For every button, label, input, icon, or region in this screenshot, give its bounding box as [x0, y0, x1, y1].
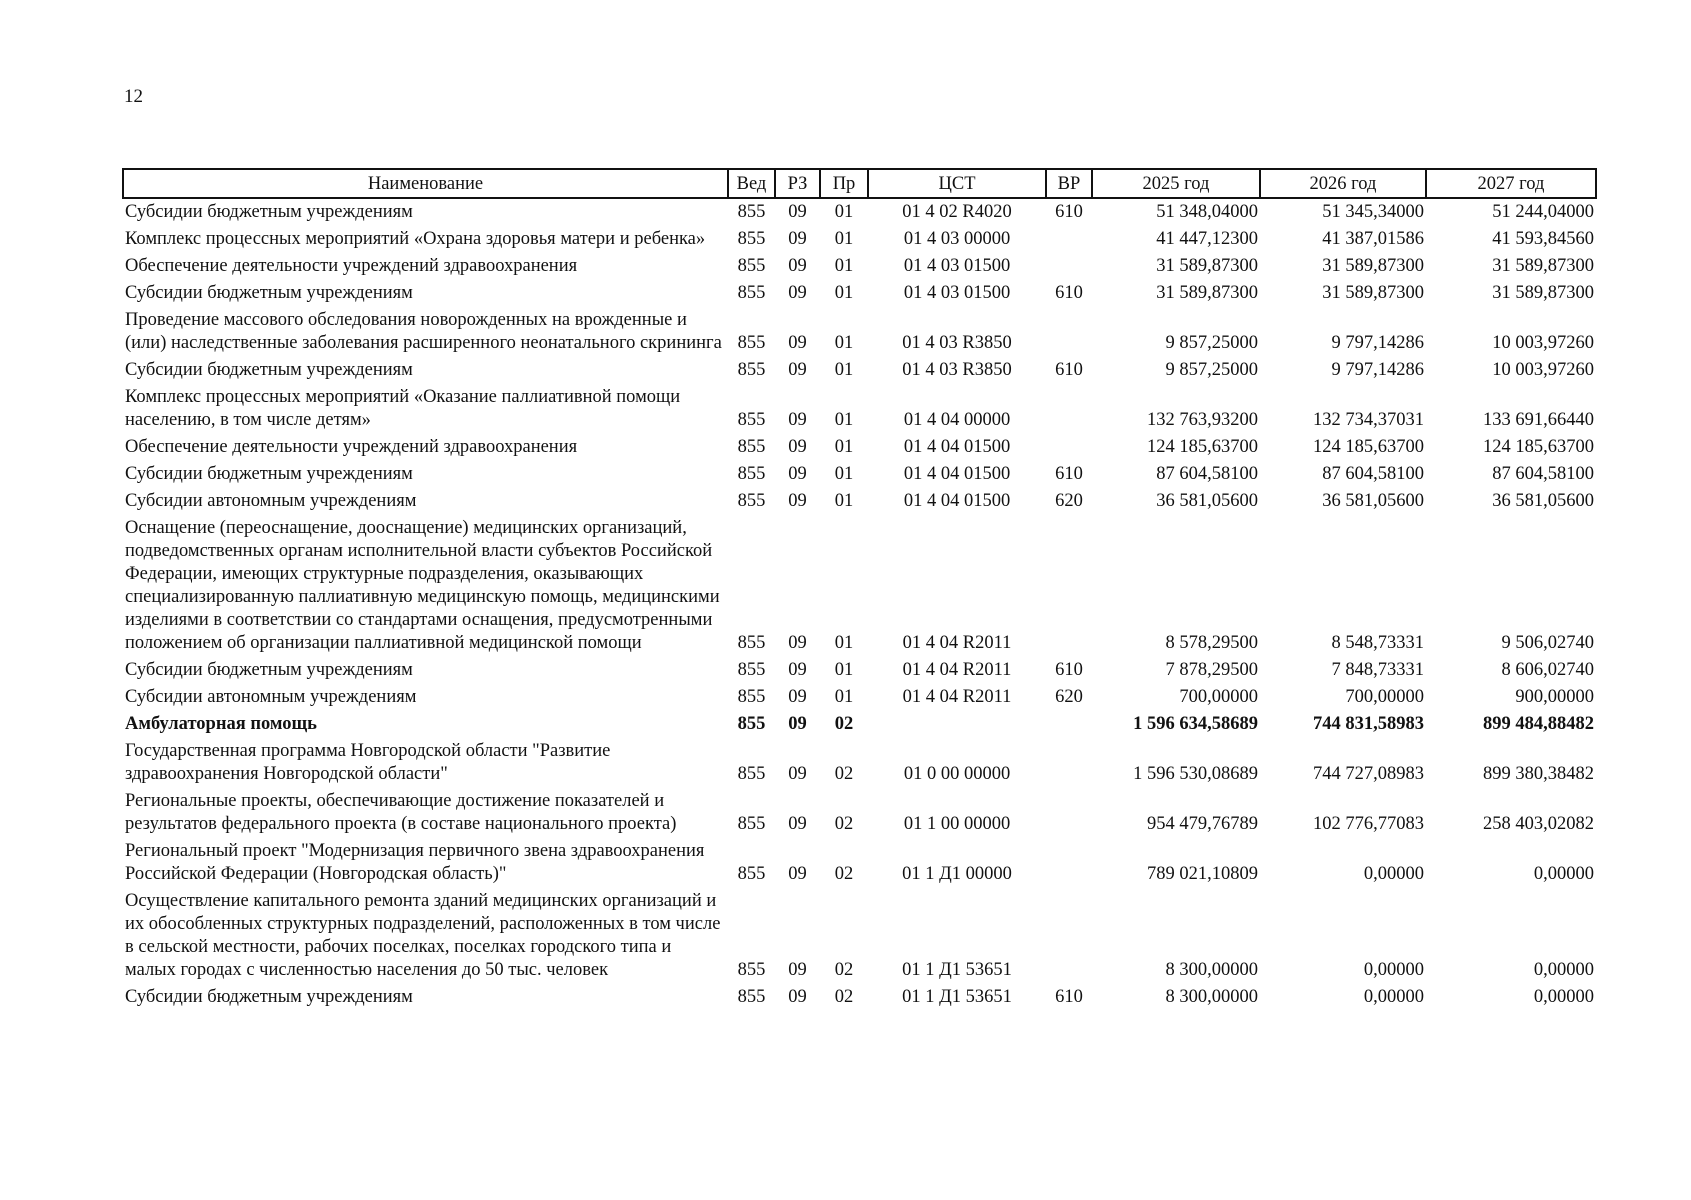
row-ved: 855	[737, 283, 766, 303]
row-amount-2027: 87 604,58100	[1492, 464, 1594, 484]
row-name: Проведение массового обследования новорожденных на врожденные и (или) наследственные заболевания расширенного неонатального скрининга	[125, 310, 722, 353]
row-amount-2026: 31 589,87300	[1322, 256, 1424, 276]
row-rz: 09	[788, 714, 807, 734]
row-cst: 01 4 04 R2011	[902, 633, 1012, 653]
row-cst: 01 4 03 00000	[903, 229, 1011, 249]
row-vr	[1046, 838, 1092, 888]
row-vr: 610	[1055, 464, 1083, 484]
row-ved: 855	[737, 229, 766, 249]
row-name: Региональный проект "Модернизация первичного звена здравоохранения Российской Федерации (Новгородская область)"	[125, 841, 705, 884]
row-name: Субсидии бюджетным учреждениям	[125, 283, 413, 303]
row-rz: 09	[788, 864, 807, 884]
header-name: Наименование	[123, 169, 728, 198]
row-vr	[1046, 738, 1092, 788]
row-pr: 01	[834, 360, 854, 380]
row-pr: 01	[834, 229, 854, 249]
row-ved: 855	[737, 410, 766, 430]
header-2025: 2025 год	[1092, 169, 1260, 198]
table-row	[123, 684, 1596, 711]
row-amount-2025: 789 021,10809	[1147, 864, 1258, 884]
row-amount-2025: 9 857,25000	[1165, 333, 1258, 353]
row-amount-2027: 899 380,38482	[1483, 764, 1594, 784]
row-vr	[1046, 384, 1092, 434]
row-amount-2027: 8 606,02740	[1501, 660, 1594, 680]
row-ved: 855	[737, 960, 766, 980]
row-pr: 02	[834, 764, 854, 784]
row-vr	[1046, 888, 1092, 984]
row-amount-2025: 1 596 634,58689	[1133, 714, 1258, 734]
row-rz: 09	[788, 283, 807, 303]
table-row	[123, 198, 1596, 226]
row-ved: 855	[737, 814, 766, 834]
row-amount-2026: 124 185,63700	[1313, 437, 1424, 457]
row-rz: 09	[788, 960, 807, 980]
header-rz: РЗ	[775, 169, 820, 198]
table-row	[123, 788, 1596, 838]
table-row	[123, 461, 1596, 488]
row-ved: 855	[737, 764, 766, 784]
row-ved: 855	[737, 256, 766, 276]
row-ved: 855	[737, 464, 766, 484]
row-cst: 01 1 00 00000	[903, 814, 1011, 834]
row-rz: 09	[788, 814, 807, 834]
row-amount-2026: 36 581,05600	[1322, 491, 1424, 511]
row-cst: 01 4 04 01500	[903, 437, 1011, 457]
row-amount-2025: 31 589,87300	[1156, 283, 1258, 303]
row-cst	[868, 711, 1046, 738]
row-amount-2027: 0,00000	[1533, 864, 1594, 884]
row-pr: 01	[834, 464, 854, 484]
row-cst: 01 4 04 01500	[903, 491, 1011, 511]
row-amount-2026: 132 734,37031	[1313, 410, 1424, 430]
table-row	[123, 253, 1596, 280]
row-vr: 610	[1055, 283, 1083, 303]
row-amount-2027: 10 003,97260	[1492, 360, 1594, 380]
row-rz: 09	[788, 491, 807, 511]
header-cst: ЦСТ	[868, 169, 1046, 198]
row-ved: 855	[737, 360, 766, 380]
row-amount-2027: 0,00000	[1533, 960, 1594, 980]
row-name: Оснащение (переоснащение, дооснащение) медицинских организаций, подведомственных органам исполнительной власти субъектов Российской Федерации, имеющих структурные подразделения, оказывающих специализированную паллиативную медицинскую помощь, медицинскими изделиями в соответствии со стандартами оснащения, предусмотренными положением об организации паллиативной медицинской помощи	[125, 518, 720, 653]
row-amount-2025: 36 581,05600	[1156, 491, 1258, 511]
row-name: Комплекс процессных мероприятий «Охрана здоровья матери и ребенка»	[125, 229, 706, 249]
row-amount-2025: 87 604,58100	[1156, 464, 1258, 484]
row-amount-2027: 124 185,63700	[1483, 437, 1594, 457]
row-cst: 01 0 00 00000	[903, 764, 1011, 784]
table-row	[123, 711, 1596, 738]
row-cst: 01 4 04 R2011	[902, 687, 1012, 707]
row-amount-2025: 124 185,63700	[1147, 437, 1258, 457]
row-ved: 855	[737, 987, 766, 1007]
row-cst: 01 4 02 R4020	[902, 202, 1012, 222]
row-amount-2026: 9 797,14286	[1331, 333, 1424, 353]
row-amount-2025: 700,00000	[1179, 687, 1258, 707]
row-ved: 855	[737, 864, 766, 884]
row-amount-2026: 744 727,08983	[1313, 764, 1424, 784]
row-pr: 01	[834, 283, 854, 303]
row-vr	[1046, 515, 1092, 657]
header-ved: Вед	[728, 169, 775, 198]
row-vr	[1046, 711, 1092, 738]
row-amount-2027: 133 691,66440	[1483, 410, 1594, 430]
table-row	[123, 434, 1596, 461]
row-amount-2027: 31 589,87300	[1492, 256, 1594, 276]
table-row	[123, 657, 1596, 684]
table-row	[123, 888, 1596, 984]
row-amount-2027: 258 403,02082	[1483, 814, 1594, 834]
row-vr: 610	[1055, 987, 1083, 1007]
row-ved: 855	[737, 491, 766, 511]
row-name: Амбулаторная помощь	[125, 714, 317, 734]
row-pr: 01	[834, 333, 854, 353]
header-vr: ВР	[1046, 169, 1092, 198]
row-cst: 01 4 04 00000	[903, 410, 1011, 430]
row-amount-2026: 102 776,77083	[1313, 814, 1424, 834]
row-rz: 09	[788, 987, 807, 1007]
row-cst: 01 4 03 01500	[903, 283, 1011, 303]
row-cst: 01 4 04 R2011	[902, 660, 1012, 680]
row-amount-2026: 9 797,14286	[1331, 360, 1424, 380]
row-ved: 855	[737, 633, 766, 653]
row-cst: 01 4 03 R3850	[902, 360, 1012, 380]
row-rz: 09	[788, 410, 807, 430]
table-row	[123, 384, 1596, 434]
row-name: Комплекс процессных мероприятий «Оказание паллиативной помощи населению, в том числе детям»	[125, 387, 681, 430]
header-pr: Пр	[820, 169, 868, 198]
row-rz: 09	[788, 333, 807, 353]
row-amount-2025: 1 596 530,08689	[1133, 764, 1258, 784]
row-rz: 09	[788, 229, 807, 249]
row-rz: 09	[788, 464, 807, 484]
row-rz: 09	[788, 256, 807, 276]
row-name: Региональные проекты, обеспечивающие достижение показателей и результатов федерального проекта (в составе национального проекта)	[125, 791, 677, 834]
row-pr: 01	[834, 491, 854, 511]
row-rz: 09	[788, 360, 807, 380]
row-amount-2027: 0,00000	[1533, 987, 1594, 1007]
row-amount-2025: 8 300,00000	[1165, 960, 1258, 980]
table-row	[123, 280, 1596, 307]
table-row	[123, 984, 1596, 1011]
table-row	[123, 838, 1596, 888]
row-vr	[1046, 434, 1092, 461]
row-amount-2027: 41 593,84560	[1492, 229, 1594, 249]
row-ved: 855	[737, 202, 766, 222]
row-vr: 610	[1055, 360, 1083, 380]
row-amount-2026: 0,00000	[1363, 864, 1424, 884]
row-amount-2026: 31 589,87300	[1322, 283, 1424, 303]
row-pr: 01	[834, 202, 854, 222]
row-amount-2025: 8 300,00000	[1165, 987, 1258, 1007]
row-amount-2025: 7 878,29500	[1165, 660, 1258, 680]
row-vr: 620	[1055, 687, 1083, 707]
row-amount-2026: 41 387,01586	[1322, 229, 1424, 249]
row-pr: 01	[834, 660, 854, 680]
row-name: Субсидии бюджетным учреждениям	[125, 464, 413, 484]
row-rz: 09	[788, 437, 807, 457]
row-pr: 02	[834, 864, 854, 884]
row-amount-2025: 8 578,29500	[1165, 633, 1258, 653]
row-amount-2026: 744 831,58983	[1313, 714, 1424, 734]
row-rz: 09	[788, 764, 807, 784]
row-pr: 01	[834, 633, 854, 653]
row-rz: 09	[788, 660, 807, 680]
table-row	[123, 226, 1596, 253]
row-ved: 855	[737, 437, 766, 457]
row-amount-2025: 9 857,25000	[1165, 360, 1258, 380]
header-2026: 2026 год	[1260, 169, 1426, 198]
row-vr	[1046, 788, 1092, 838]
row-ved: 855	[737, 714, 766, 734]
row-pr: 01	[834, 437, 854, 457]
table-row	[123, 307, 1596, 357]
header-2027: 2027 год	[1426, 169, 1596, 198]
row-amount-2026: 87 604,58100	[1322, 464, 1424, 484]
table-body	[123, 198, 1596, 1011]
row-cst: 01 1 Д1 53651	[902, 987, 1012, 1007]
row-name: Субсидии бюджетным учреждениям	[125, 660, 413, 680]
row-pr: 02	[834, 814, 854, 834]
row-name: Субсидии бюджетным учреждениям	[125, 987, 413, 1007]
row-amount-2027: 10 003,97260	[1492, 333, 1594, 353]
row-amount-2027: 31 589,87300	[1492, 283, 1594, 303]
row-amount-2025: 31 589,87300	[1156, 256, 1258, 276]
row-cst: 01 4 04 01500	[903, 464, 1011, 484]
row-name: Субсидии бюджетным учреждениям	[125, 202, 413, 222]
row-pr: 01	[834, 256, 854, 276]
row-pr: 02	[834, 987, 854, 1007]
row-pr: 02	[834, 960, 854, 980]
row-amount-2025: 954 479,76789	[1147, 814, 1258, 834]
row-amount-2026: 0,00000	[1363, 960, 1424, 980]
row-cst: 01 1 Д1 00000	[902, 864, 1012, 884]
budget-table	[122, 168, 1597, 1011]
row-amount-2026: 7 848,73331	[1331, 660, 1424, 680]
row-amount-2027: 899 484,88482	[1483, 714, 1594, 734]
row-vr: 610	[1055, 202, 1083, 222]
row-vr	[1046, 226, 1092, 253]
row-name: Обеспечение деятельности учреждений здравоохранения	[125, 256, 578, 276]
row-amount-2026: 0,00000	[1363, 987, 1424, 1007]
row-name: Государственная программа Новгородской области "Развитие здравоохранения Новгородской области"	[125, 741, 611, 784]
row-vr: 620	[1055, 491, 1083, 511]
row-amount-2027: 900,00000	[1515, 687, 1594, 707]
table-header-row	[123, 169, 1596, 198]
row-rz: 09	[788, 687, 807, 707]
row-rz: 09	[788, 633, 807, 653]
table-row	[123, 357, 1596, 384]
table-row	[123, 738, 1596, 788]
row-cst: 01 4 03 R3850	[902, 333, 1012, 353]
page-number: 12	[124, 86, 143, 107]
row-amount-2027: 9 506,02740	[1501, 633, 1594, 653]
row-amount-2025: 51 348,04000	[1156, 202, 1258, 222]
row-pr: 02	[834, 714, 854, 734]
table-row	[123, 515, 1596, 657]
row-ved: 855	[737, 687, 766, 707]
row-ved: 855	[737, 333, 766, 353]
row-name: Обеспечение деятельности учреждений здравоохранения	[125, 437, 578, 457]
row-amount-2027: 36 581,05600	[1492, 491, 1594, 511]
row-ved: 855	[737, 660, 766, 680]
row-amount-2026: 700,00000	[1345, 687, 1424, 707]
row-rz: 09	[788, 202, 807, 222]
row-cst: 01 4 03 01500	[903, 256, 1011, 276]
row-amount-2025: 41 447,12300	[1156, 229, 1258, 249]
row-amount-2027: 51 244,04000	[1492, 202, 1594, 222]
row-name: Субсидии автономным учреждениям	[125, 687, 417, 707]
row-amount-2026: 8 548,73331	[1331, 633, 1424, 653]
row-pr: 01	[834, 687, 854, 707]
row-name: Осуществление капитального ремонта зданий медицинских организаций и их обособленных структурных подразделений, расположенных в том числе в сельской местности, рабочих поселках, поселках городского типа и малых городах с численностью населения до 50 тыс. человек	[125, 891, 721, 980]
row-cst: 01 1 Д1 53651	[902, 960, 1012, 980]
table-row	[123, 488, 1596, 515]
row-name: Субсидии автономным учреждениям	[125, 491, 417, 511]
row-amount-2026: 51 345,34000	[1322, 202, 1424, 222]
row-pr: 01	[834, 410, 854, 430]
row-vr	[1046, 253, 1092, 280]
row-amount-2025: 132 763,93200	[1147, 410, 1258, 430]
row-name: Субсидии бюджетным учреждениям	[125, 360, 413, 380]
row-vr	[1046, 307, 1092, 357]
row-vr: 610	[1055, 660, 1083, 680]
